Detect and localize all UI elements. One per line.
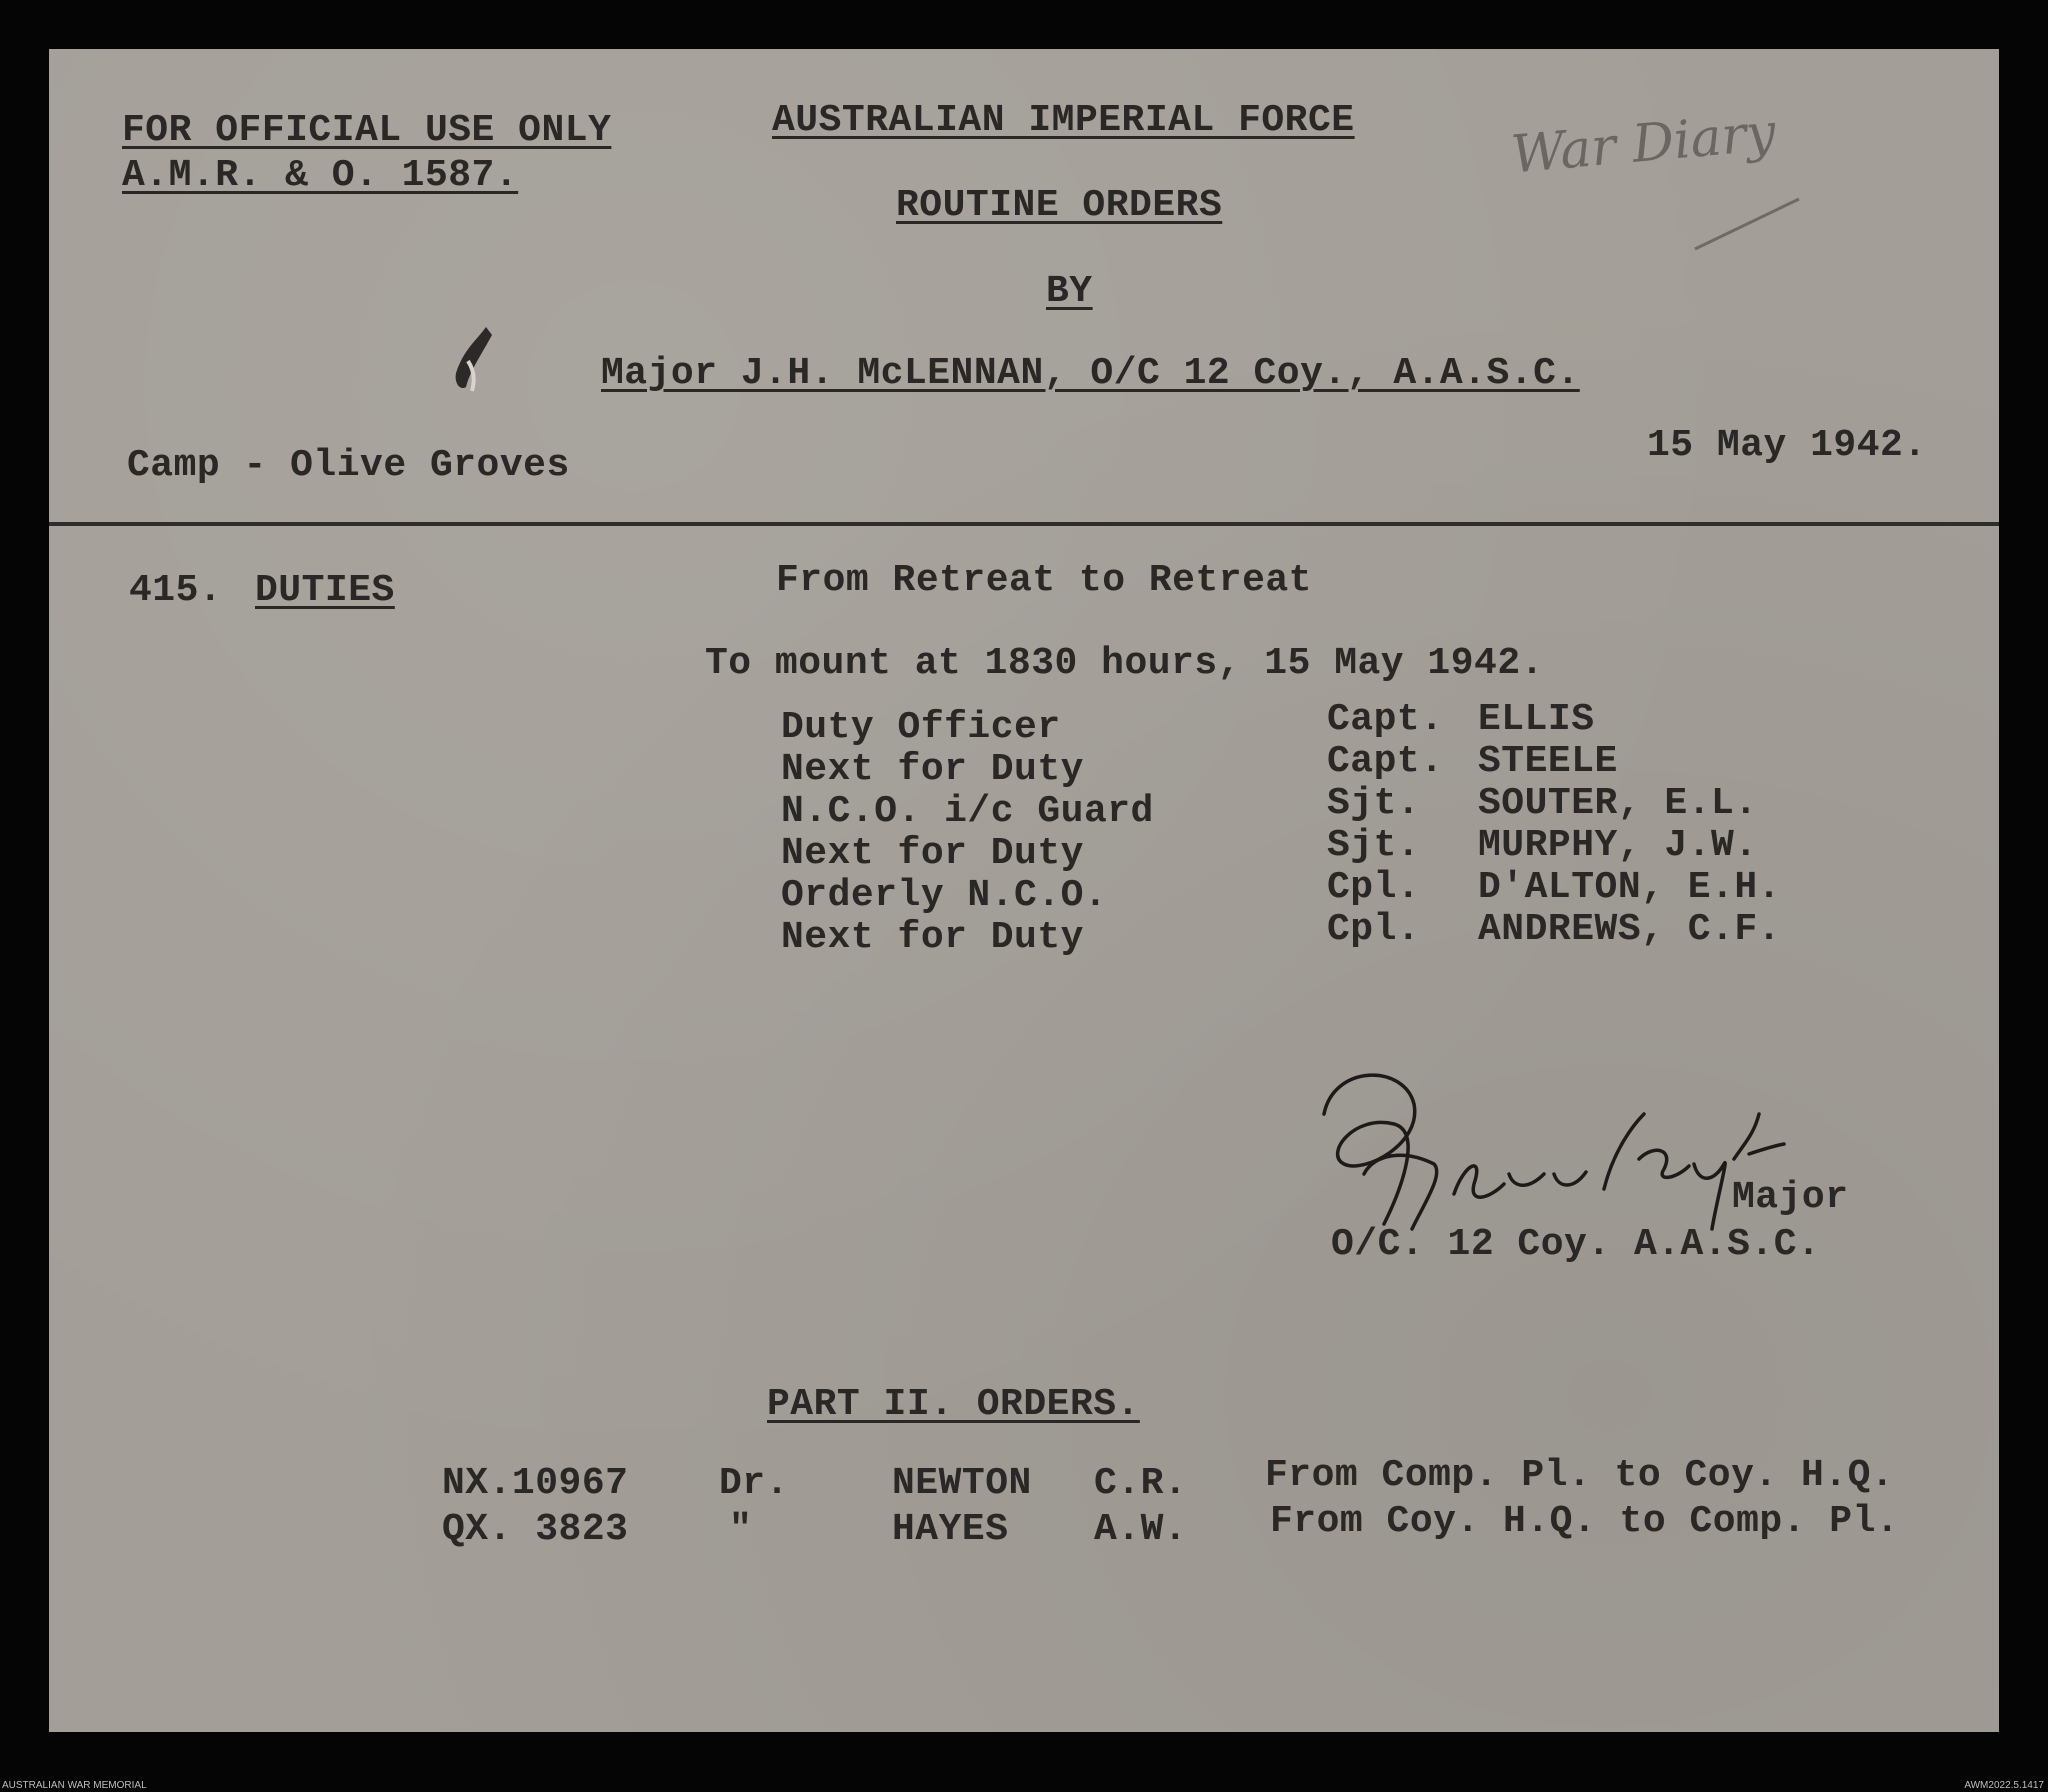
roster-name: SOUTER, E.L. <box>1478 782 1758 825</box>
roster-rank: Capt. <box>1327 740 1444 783</box>
surname: NEWTON <box>892 1462 1032 1505</box>
by-heading: BY <box>1046 270 1093 313</box>
order-number: 415. <box>129 569 223 612</box>
issuer-heading: Major J.H. McLENNAN, O/C 12 Coy., A.A.S.C. <box>601 352 1580 395</box>
roster-name: ELLIS <box>1478 698 1595 741</box>
annotation-stroke <box>1689 179 1809 259</box>
war-diary-annotation: War Diary <box>1508 102 1778 186</box>
archive-reference: AWM2022.5.1417 <box>1964 1780 2044 1791</box>
duties-title: DUTIES <box>255 569 395 612</box>
paper-tear-mark <box>446 321 506 401</box>
regimental-number: QX. 3823 <box>442 1508 629 1551</box>
document-type-heading: ROUTINE ORDERS <box>896 184 1223 227</box>
initials: A.W. <box>1094 1508 1188 1551</box>
order-date: 15 May 1942. <box>1647 424 1927 467</box>
rank: " <box>729 1508 753 1551</box>
signatory-unit: O/C. 12 Coy. A.A.S.C. <box>1331 1223 1821 1266</box>
roster-role: N.C.O. i/c Guard <box>781 790 1154 833</box>
header-divider <box>49 522 1999 526</box>
rank: Dr. <box>719 1462 789 1505</box>
archive-credit: AUSTRALIAN WAR MEMORIAL <box>2 1780 147 1791</box>
roster-role: Next for Duty <box>781 832 1084 875</box>
roster-name: D'ALTON, E.H. <box>1478 866 1781 909</box>
roster-rank: Cpl. <box>1327 866 1421 909</box>
roster-name: STEELE <box>1478 740 1618 783</box>
surname: HAYES <box>892 1508 1009 1551</box>
regimental-number: NX.10967 <box>442 1462 629 1505</box>
camp-location: Camp - Olive Groves <box>127 444 570 487</box>
signatory-title: Major <box>1732 1176 1849 1219</box>
document-page <box>49 49 1999 1732</box>
roster-name: MURPHY, J.W. <box>1478 824 1758 867</box>
part2-title: PART II. ORDERS. <box>767 1383 1140 1426</box>
roster-role: Duty Officer <box>781 706 1061 749</box>
roster-name: ANDREWS, C.F. <box>1478 908 1781 951</box>
roster-role: Next for Duty <box>781 748 1084 791</box>
duties-mount-time: To mount at 1830 hours, 15 May 1942. <box>705 642 1544 685</box>
official-use-label: FOR OFFICIAL USE ONLY <box>122 109 612 152</box>
movement: From Coy. H.Q. to Comp. Pl. <box>1270 1500 1900 1543</box>
roster-rank: Capt. <box>1327 698 1444 741</box>
roster-rank: Sjt. <box>1327 782 1421 825</box>
roster-role: Next for Duty <box>781 916 1084 959</box>
roster-rank: Sjt. <box>1327 824 1421 867</box>
initials: C.R. <box>1094 1462 1188 1505</box>
roster-rank: Cpl. <box>1327 908 1421 951</box>
reference-number: A.M.R. & O. 1587. <box>122 154 519 197</box>
roster-role: Orderly N.C.O. <box>781 874 1108 917</box>
movement: From Comp. Pl. to Coy. H.Q. <box>1265 1454 1895 1497</box>
duties-period: From Retreat to Retreat <box>776 559 1312 602</box>
organisation-heading: AUSTRALIAN IMPERIAL FORCE <box>772 99 1355 142</box>
